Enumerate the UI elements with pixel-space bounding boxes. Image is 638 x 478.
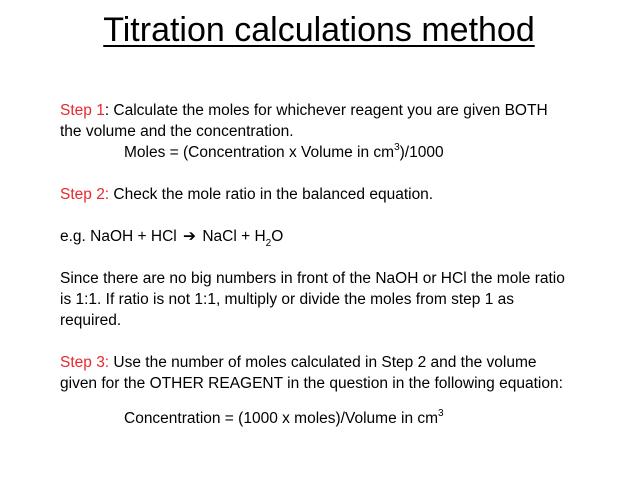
step1-line1 <box>60 100 620 121</box>
moles-formula-suffix: )/1000 <box>399 144 444 161</box>
ratio-text-line2: is 1:1. If ratio is not 1:1, multiply or divide the moles from step 1 as <box>60 291 515 308</box>
ratio-text-line3: required. <box>60 312 122 329</box>
spacer <box>60 163 620 184</box>
step3-text-line1: Use the number of moles calculated in Step 2 and the volume <box>109 354 537 371</box>
right-arrow-icon: ➔ <box>183 228 197 245</box>
slide-title: Titration calculations method <box>103 11 535 49</box>
slide-body <box>60 100 620 429</box>
step1-text-line2: the volume and the concentration. <box>60 123 294 140</box>
example-equation <box>60 226 620 250</box>
example-product-suffix: O <box>271 228 284 245</box>
moles-formula <box>60 142 620 163</box>
spacer <box>60 331 620 352</box>
step2-label: Step 2: <box>60 186 110 203</box>
spacer <box>60 205 620 226</box>
concentration-formula-sup: 3 <box>438 407 444 419</box>
ratio-text-line1: Since there are no big numbers in front of the NaOH or HCl the mole ratio <box>60 270 565 287</box>
step3-label: Step 3: <box>60 354 110 371</box>
step1-label: Step 1 <box>60 102 105 119</box>
step2-line <box>60 184 620 205</box>
concentration-formula-prefix: Concentration = (1000 x moles)/Volume in cm <box>124 410 439 427</box>
step3-text-line2: given for the OTHER REAGENT in the question in the following equation: <box>60 375 563 392</box>
example-subscript: 2 <box>265 238 272 250</box>
example-product-prefix: NaCl + H <box>202 228 266 245</box>
concentration-formula <box>60 408 620 429</box>
moles-formula-prefix: Moles = (Concentration x Volume in cm <box>124 144 395 161</box>
step3-line1 <box>60 352 620 373</box>
step1-text-line1: : Calculate the moles for whichever reagent you are given BOTH <box>104 102 548 119</box>
spacer <box>60 247 620 268</box>
step2-text: Check the mole ratio in the balanced equation. <box>109 186 434 203</box>
example-prefix: e.g. NaOH + HCl <box>60 228 177 245</box>
moles-formula-sup: 3 <box>394 141 400 153</box>
